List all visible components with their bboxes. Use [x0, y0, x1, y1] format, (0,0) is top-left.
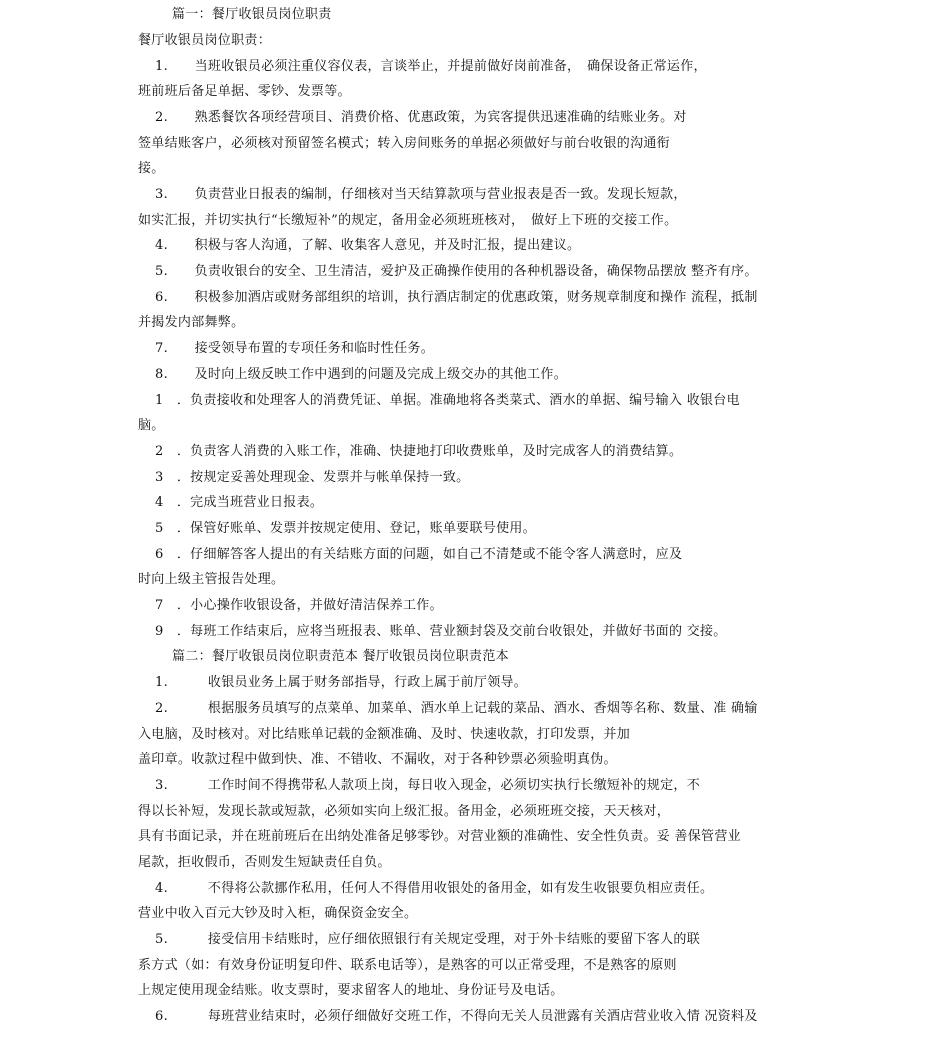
text-line: 3. 工作时间不得携带私人款项上岗，每日收入现金，必须切实执行长缴短补的规定，不 — [155, 778, 701, 793]
section-title: 篇二：餐厅收银员岗位职责范本 餐厅收银员岗位职责范本 — [172, 649, 509, 664]
text-line: 3 ．按规定妥善处理现金、发票并与帐单保持一致。 — [155, 470, 470, 485]
text-line: 2. 熟悉餐饮各项经营项目、消费价格、优惠政策，为宾客提供迅速准确的结账业务。对 — [155, 110, 687, 125]
text-line: 6. 每班营业结束时，必须仔细做好交班工作，不得向无关人员泄露有关酒店营业收入情 况资料及 — [155, 1009, 758, 1024]
text-line: 并揭发内部舞弊。 — [138, 315, 245, 330]
text-line: 4 ．完成当班营业日报表。 — [155, 495, 324, 510]
text-line: 时向上级主管报告处理。 — [138, 572, 285, 587]
text-line: 签单结账客户，必须核对预留签名模式；转入房间账务的单据必须做好与前台收银的沟通衔 — [138, 136, 671, 151]
text-line: 餐厅收银员岗位职责： — [138, 33, 272, 48]
text-line: 班前班后备足单据、零钞、发票等。 — [138, 84, 351, 99]
text-line: 6. 积极参加酒店或财务部组织的培训，执行酒店制定的优惠政策，财务规章制度和操作 流程，抵制 — [155, 290, 758, 305]
text-line: 1 ．负责接收和处理客人的消费凭证、单据。准确地将各类菜式、酒水的单据、编号输入 收银台电 — [155, 393, 740, 408]
text-line: 7 ．小心操作收银设备，并做好清洁保养工作。 — [155, 598, 443, 613]
text-line: 盖印章。收款过程中做到快、准、不错收、不漏收，对于各种钞票必须验明真伪。 — [138, 752, 617, 767]
text-line: 1. 当班收银员必须注重仪容仪表，言谈举止，并提前做好岗前准备， 确保设备正常运作， — [155, 59, 707, 74]
text-line: 入电脑，及时核对。对比结账单记载的金额准确、及时、快速收款，打印发票，并加 — [138, 727, 631, 742]
text-line: 4. 不得将公款挪作私用，任何人不得借用收银处的备用金，如有发生收银要负相应责任。 — [155, 881, 714, 896]
text-line: 具有书面记录，并在班前班后在出纳处准备足够零钞。对营业额的准确性、安全性负责。妥 善保管营业 — [138, 829, 741, 844]
text-line: 3. 负责营业日报表的编制，仔细核对当天结算款项与营业报表是否一致。发现长短款， — [155, 187, 687, 202]
text-line: 接。 — [138, 161, 165, 176]
text-line: 上规定使用现金结账。收支票时，要求留客人的地址、身份证号及电话。 — [138, 983, 564, 998]
text-line: 5 ．保管好账单、发票并按规定使用、登记，账单要联号使用。 — [155, 521, 536, 536]
text-line: 4. 积极与客人沟通，了解、收集客人意见，并及时汇报，提出建议。 — [155, 238, 581, 253]
text-line: 尾款，拒收假币，否则发生短缺责任自负。 — [138, 855, 391, 870]
text-line: 营业中收入百元大钞及时入柜，确保资金安全。 — [138, 906, 418, 921]
text-line: 1. 收银员业务上属于财务部指导，行政上属于前厅领导。 — [155, 675, 528, 690]
text-line: 5. 接受信用卡结账时，应仔细依照银行有关规定受理，对于外卡结账的要留下客人的联 — [155, 932, 701, 947]
section-title: 篇一：餐厅收银员岗位职责 — [172, 7, 332, 22]
text-line: 系方式（如：有效身份证明复印件、联系电话等），是熟客的可以正常受理，不是熟客的原则 — [138, 958, 677, 973]
text-line: 得以长补短，发现长款或短款，必须如实向上级汇报。备用金，必须班班交接，天天核对， — [138, 804, 671, 819]
text-line: 如实汇报，并切实执行“长缴短补”的规定，备用金必须班班核对， 做好上下班的交接工作。 — [138, 213, 678, 228]
text-line: 脑。 — [138, 418, 165, 433]
text-line: 2 ．负责客人消费的入账工作，准确、快捷地打印收费账单，及时完成客人的消费结算。 — [155, 444, 683, 459]
text-line: 6 ．仔细解答客人提出的有关结账方面的问题，如自己不清楚或不能令客人满意时，应及 — [155, 547, 683, 562]
text-line: 5. 负责收银台的安全、卫生清洁，爱护及正确操作使用的各种机器设备，确保物品摆放 整齐有序。 — [155, 264, 758, 279]
text-line: 7. 接受领导布置的专项任务和临时性任务。 — [155, 341, 435, 356]
text-line: 2. 根据服务员填写的点菜单、加菜单、酒水单上记载的菜品、酒水、香烟等名称、数量、准 确输 — [155, 701, 758, 716]
text-line: 8. 及时向上级反映工作中遇到的问题及完成上级交办的其他工作。 — [155, 367, 568, 382]
text-line: 9 ．每班工作结束后，应将当班报表、账单、营业额封袋及交前台收银处，并做好书面的 交接。 — [155, 624, 727, 639]
